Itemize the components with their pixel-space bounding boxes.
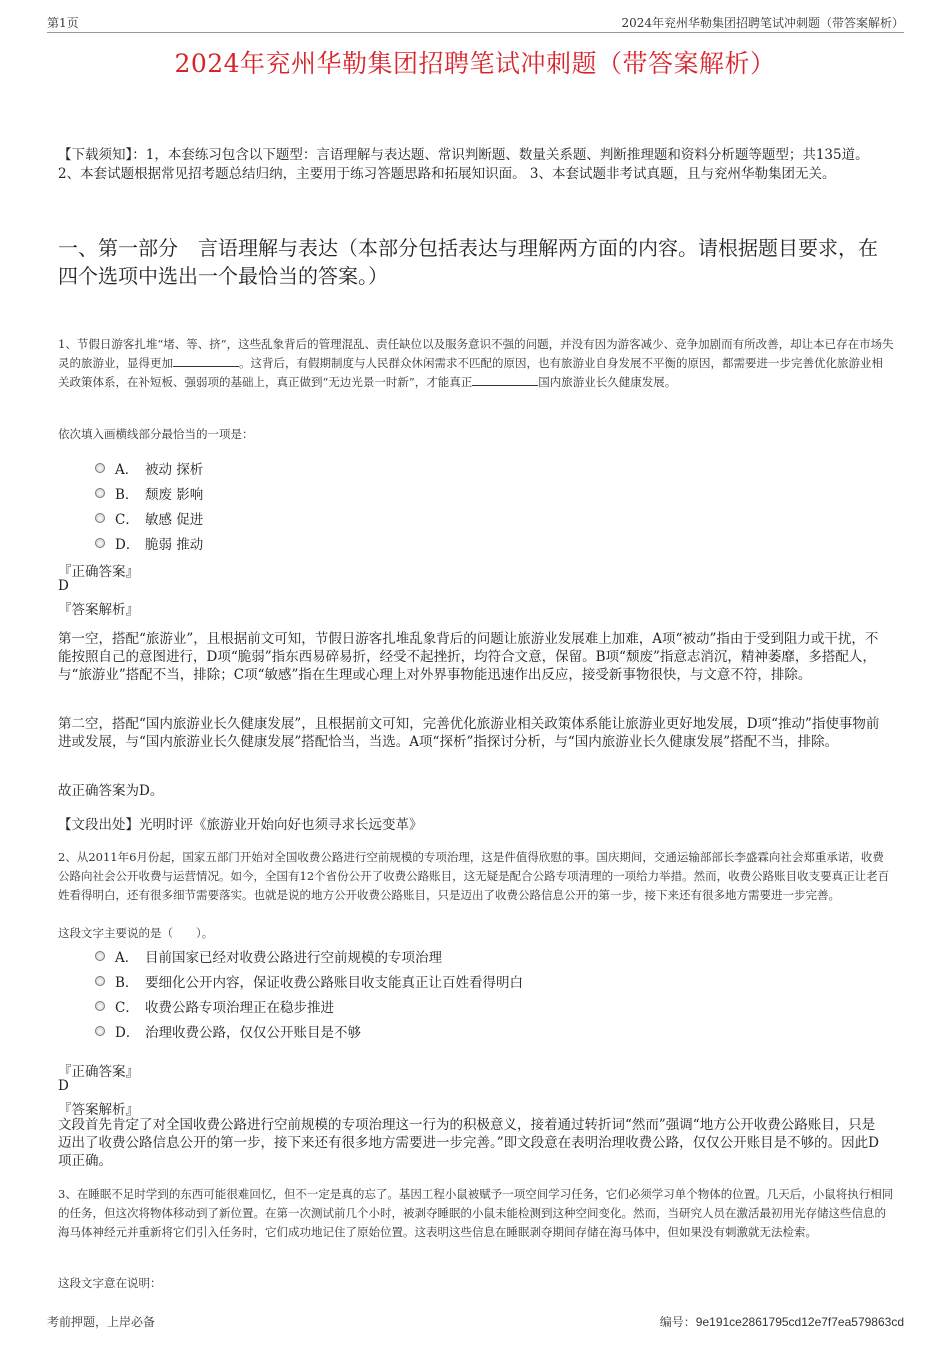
question-2-prompt: 这段文字主要说的是（ ）。 (58, 926, 214, 940)
header-doc-title: 2024年兖州华勒集团招聘笔试冲刺题（带答案解析） (621, 16, 904, 30)
page-header (47, 10, 904, 33)
analysis-paragraph: 第一空，搭配“旅游业”，且根据前文可知，节假日游客扎堆乱象背后的问题让旅游业发展难上加难，A项“被动”指由于受到阻力或干扰，不能按照自己的意图进行，D项“脆弱”指东西易碎易折，经受不起挫折，均符合文意，保留。B项“颓废”指意志消沉，精神萎靡，多搭配人，与“旅游业”搭配不当，排除；C项“敏感”指在生理或心理上对外界事物能迅速作出反应，接受新事物很快，与文意不符，排除。 (58, 631, 879, 683)
page-footer (47, 1313, 904, 1330)
option-c[interactable]: C． 敏感 促进 (95, 505, 203, 530)
analysis-label: 『答案解析』 (58, 1102, 139, 1118)
analysis-paragraph: 文段首先肯定了对全国收费公路进行空前规模的专项治理这一行为的积极意义，接着通过转折词“然而”强调“地方公开收费公路账目，只是迈出了收费公路信息公开的第一步，接下来还有很多地方需要进一步完善。”即文段意在表明治理收费公路，仅仅公开账目是不够的。因此D项正确。 (58, 1117, 879, 1169)
question-2-options (95, 943, 523, 1043)
source-note: 【文段出处】光明时评《旅游业开始向好也须寻求长远变革》 (58, 817, 423, 833)
answer-label: 『正确答案』 (58, 564, 139, 580)
radio-icon[interactable] (95, 513, 105, 523)
answer-value: D (58, 1078, 69, 1094)
radio-icon[interactable] (95, 463, 105, 473)
question-1-prompt: 依次填入画横线部分最恰当的一项是： (58, 427, 254, 441)
option-d[interactable]: D． 治理收费公路，仅仅公开账目是不够 (95, 1018, 523, 1043)
question-1-options (95, 455, 203, 555)
answer-value: D (58, 578, 69, 594)
analysis-paragraph: 第二空，搭配“国内旅游业长久健康发展”，且根据前文可知，完善优化旅游业相关政策体系能让旅游业更好地发展，D项“推动”指使事物前进或发展，与“国内旅游业长久健康发展”搭配恰当，当选。A项“探析”指探讨分析，与“国内旅游业长久健康发展”搭配不当，排除。 (58, 716, 880, 750)
page-number: 第1页 (47, 16, 79, 30)
question-3-prompt: 这段文字意在说明： (58, 1276, 162, 1290)
question-2-text: 2、从2011年6月份起，国家五部门开始对全国收费公路进行空前规模的专项治理，这是件值得欣慰的事。国庆期间，交通运输部部长李盛霖向社会郑重承诺，收费公路向社会公开收费与运营情况。如今，全国有12个省份公开了收费公路账目，这无疑是配合公路专项清理的一项给力举措。然而，收费公路账目收支要真正让老百姓看得明白，还有很多细节需要落实。也就是说的地方公开收费公路账目，只是迈出了收费公路信息公开的第一步，接下来还有很多地方需要进一步完善。 (58, 850, 890, 902)
radio-icon[interactable] (95, 1026, 105, 1036)
question-3-text: 3、在睡眠不足时学到的东西可能很难回忆，但不一定是真的忘了。基因工程小鼠被赋予一项空间学习任务，它们必须学习单个物体的位置。几天后，小鼠将执行相同的任务，但这次将物体移动到了新位置。在第一次测试前几个小时，被剥夺睡眠的小鼠未能检测到这种空间变化。然而，当研究人员在激活最初用光存储这些信息的海马体神经元并重新将它们引入任务时，它们成功地记住了原始位置。这表明这些信息在睡眠剥夺期间存储在海马体中，但如果没有刺激就无法检索。 (58, 1187, 894, 1239)
radio-icon[interactable] (95, 951, 105, 961)
question-1-text: 1、节假日游客扎堆“堵、等、挤”，这些乱象背后的管理混乱、责任缺位以及服务意识不强的问题，并没有因为游客减少、竞争加剧而有所改善，却让本已存在市场失灵的旅游业，显得更加 。这背后，有假期制度与人民群众休闲需求不匹配的原因，也有旅游业自身发展不平衡的原因，都需要进一步完善优化旅游业相关政策体系，在补短板、强弱项的基础上，真正做到“无边光景一时新”，才能真正 国内旅游业长久健康发展。 (58, 337, 894, 389)
document-id: 编号：9e191ce2861795cd12e7f7ea579863cd (659, 1315, 904, 1329)
document-title: 2024年兖州华勒集团招聘笔试冲刺题（带答案解析） (174, 49, 776, 78)
radio-icon[interactable] (95, 976, 105, 986)
download-notice: 【下载须知】：1，本套练习包含以下题型：言语理解与表达题、常识判断题、数量关系题、判断推理题和资料分析题等题型；共135道。 2、本套试题根据常见招考题总结归纳，主要用于练习答题思路和拓展知识面。 3、本套试题非考试真题，且与兖州华勒集团无关。 (58, 147, 869, 182)
section-heading: 一、第一部分 言语理解与表达（本部分包括表达与理解两方面的内容。请根据题目要求，在四个选项中选出一个最恰当的答案。） (58, 236, 878, 288)
radio-icon[interactable] (95, 488, 105, 498)
analysis-label: 『答案解析』 (58, 602, 139, 618)
fill-blank-1 (173, 354, 239, 367)
radio-icon[interactable] (95, 538, 105, 548)
fill-blank-2 (472, 373, 538, 386)
option-b[interactable]: B． 颓废 影响 (95, 480, 203, 505)
option-a[interactable]: A． 目前国家已经对收费公路进行空前规模的专项治理 (95, 943, 523, 968)
option-b[interactable]: B． 要细化公开内容，保证收费公路账目收支能真正让百姓看得明白 (95, 968, 523, 993)
analysis-conclusion: 故正确答案为D。 (58, 783, 164, 799)
option-c[interactable]: C． 收费公路专项治理正在稳步推进 (95, 993, 523, 1018)
option-d[interactable]: D． 脆弱 推动 (95, 530, 203, 555)
radio-icon[interactable] (95, 1001, 105, 1011)
footer-slogan: 考前押题，上岸必备 (47, 1315, 156, 1329)
answer-label: 『正确答案』 (58, 1064, 139, 1080)
option-a[interactable]: A． 被动 探析 (95, 455, 203, 480)
